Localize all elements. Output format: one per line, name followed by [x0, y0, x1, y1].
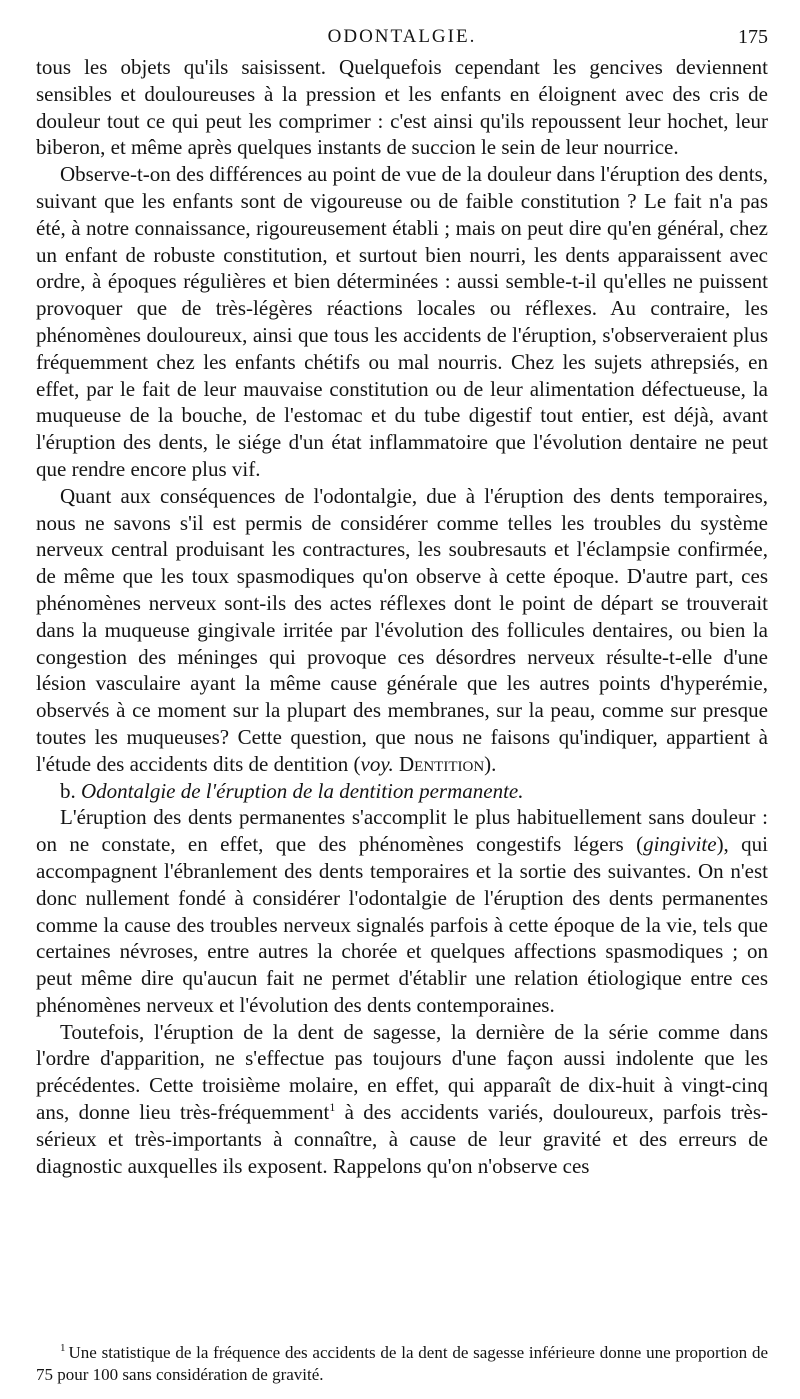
cross-reference-dentition: Dentition — [399, 751, 485, 776]
paragraph-permanent-teeth-text-b: ), qui accompagnent l'ébranlement des dents temporaires et la sortie des suivantes. On n'est donc nullement fondé à considérer l'odontalgie de l'éruption des dents permanentes comme la cause des troubles nerveux signalés parfois à cette époque de la vie, tels que certaines névroses, entre autres la chorée et quelques affections spasmodiques ; on peut même dire qu'aucun fait ne permet d'établir une relation étiologique entre ces phénomènes nerveux et l'évolution des dents contemporaines. — [36, 832, 768, 1017]
paragraph-consequences-end: ). — [484, 751, 497, 776]
paragraph-continuation: tous les objets qu'ils saisissent. Quelquefois cependant les gencives deviennent sensibles et douloureuses à la pression et les enfants en éloignent avec des cris de douleur tout ce qui peut les comprimer : c'est ainsi qu'ils repoussent leur hochet, leur biberon, et même après quelques instants de succion le sein de leur nourrice. — [36, 55, 768, 160]
paragraph-wisdom-tooth — [36, 1019, 768, 1180]
paragraph-permanent-teeth-text-a: L'éruption des dents permanentes s'accomplit le plus habituellement sans douleur : on ne constate, en effet, que des phénomènes congestifs légers ( — [36, 805, 768, 857]
footnote-marker: 1 — [60, 1342, 66, 1355]
footnote-text: Une statistique de la fréquence des accidents de la dent de sagesse inférieure donne une proportion de 75 pour 100 sans considération de gravité. — [36, 1343, 768, 1384]
paragraph-constitution: Observe-t-on des différences au point de vue de la douleur dans l'éruption des dents, suivant que les enfants sont de vigoureuse ou de faible constitution ? Le fait n'a pas été, à notre connaissance, rigoureusement établi ; mais on peut dire qu'en général, chez un enfant de robuste constitution, et surtout bien nourri, les dents apparaissent avec ordre, à époques régulières et bien déterminées : aussi semble-t-il qu'elles ne puissent provoquer que de très-légères réactions locales ou réflexes. Au contraire, les phénomènes douloureux, ainsi que tous les accidents de l'éruption, s'observeraient plus fréquemment chez les enfants chétifs ou mal nourris. Chez les sujets athrepsiés, en effet, par le fait de leur mauvaise constitution ou de leur alimentation défectueuse, la muqueuse de la bouche, de l'estomac et du tube digestif tout entier, est déjà, avant l'éruption des dents, le siége d'un état inflammatoire que l'évolution dentaire ne peut que rendre encore plus vif. — [36, 162, 768, 481]
body-text — [36, 54, 768, 1179]
term-gingivite: gingivite — [643, 832, 717, 857]
footnotes — [36, 1342, 768, 1386]
paragraph-permanent-teeth — [36, 804, 768, 1018]
paragraph-wisdom-tooth-text-b: à des accidents variés, douloureux, parfois très-sérieux et très-importants à connaître, à cause de leur gravité et des erreurs de diagnostic auxquelles ils exposent. Rappelons qu'on n'observe ces — [36, 1100, 769, 1178]
paragraph-consequences-text: Quant aux conséquences de l'odontalgie, due à l'éruption des dents temporaires, nous ne savons s'il est permis de considérer comme telles les troubles du système nerveux central produisant les contractures, les soubresauts et l'éclampsie confirmée, de même que les toux spasmodiques qu'on observe à cette époque. D'autre part, ces phénomènes nerveux sont-ils des actes réflexes dont le point de départ se trouverait dans la muqueuse gingivale irritée par l'évolution des follicules dentaires, ou bien la congestion des méninges qui provoque ces désordres nerveux résulte-t-elle d'une lésion vasculaire ayant la même cause générale que les autres points d'hyperémie, observés à ce moment sur la plupart des membranes, sur la peau, comme sur presque toutes les muqueuses? Cette question, que nous ne faisons qu'indiquer, appartient à l'étude des accidents dits de dentition ( — [36, 483, 768, 776]
running-title: ODONTALGIE. — [327, 26, 477, 47]
running-head — [36, 20, 768, 54]
footnote — [36, 1342, 768, 1386]
voy-abbreviation: voy. — [360, 751, 394, 776]
book-page — [36, 20, 768, 1390]
footnote-reference: 1 — [329, 1100, 336, 1115]
page-number: 175 — [738, 26, 768, 48]
section-label: b. — [60, 778, 76, 803]
paragraph-consequences — [36, 483, 768, 778]
section-heading — [36, 778, 768, 805]
paragraph-wisdom-tooth-text-a: Toutefois, l'éruption de la dent de sagesse, la dernière de la série comme dans l'ordre d'apparition, ne s'effectue pas toujours d'une façon aussi indolente que les précédentes. Cette troisième molaire, en effet, qui apparaît de dix-huit à vingt-cinq ans, donne lieu très-fréquemment — [36, 1019, 768, 1125]
section-title: Odontalgie de l'éruption de la dentition permanente. — [81, 778, 524, 803]
